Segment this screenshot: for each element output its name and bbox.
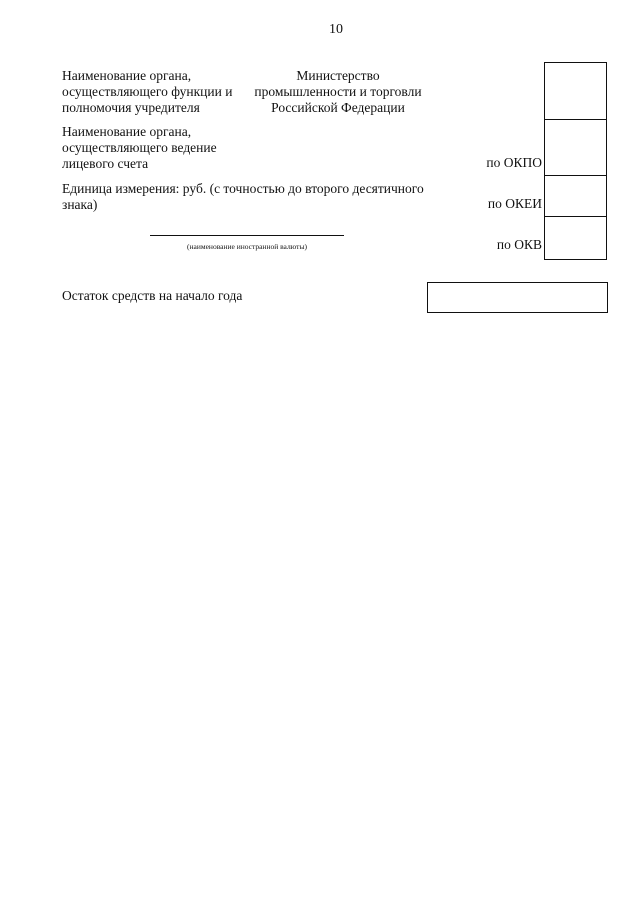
okpo-label: по ОКПО — [486, 155, 542, 170]
page-number: 10 — [329, 22, 343, 37]
balance-label: Остаток средств на начало года — [62, 288, 243, 303]
founder-value-line: Министерство — [296, 68, 380, 83]
founder-value — [252, 68, 424, 116]
okv-label: по ОКВ — [496, 237, 542, 252]
okv-code-cell[interactable] — [545, 217, 606, 259]
account-holder-label-line: Наименование органа, — [62, 124, 192, 139]
founder-label-line: осуществляющего функции и — [62, 84, 233, 99]
okei-label: по ОКЕИ — [487, 196, 542, 211]
okei-code-cell[interactable] — [545, 176, 606, 217]
okpo-code-cell[interactable] — [545, 120, 606, 176]
codes-box — [544, 62, 607, 260]
currency-underline — [150, 235, 344, 236]
founder-label-line: Наименование органа, — [62, 68, 192, 83]
founder-code-cell[interactable] — [545, 63, 606, 120]
unit-label-line: знака) — [62, 197, 98, 212]
balance-value-box[interactable] — [427, 282, 608, 313]
founder-value-line: промышленности и торговли — [254, 84, 422, 99]
unit-label-line: Единица измерения: руб. (с точностью до второго десятичного — [62, 181, 424, 196]
founder-value-line: Российской Федерации — [271, 100, 405, 115]
account-holder-label-line: осуществляющего ведение — [62, 140, 217, 155]
currency-caption: (наименование иностранной валюты) — [187, 242, 307, 251]
founder-label-line: полномочия учредителя — [62, 100, 200, 115]
account-holder-label-line: лицевого счета — [62, 156, 149, 171]
founder-label — [62, 68, 232, 116]
unit-label — [62, 181, 424, 213]
account-holder-label — [62, 124, 217, 172]
